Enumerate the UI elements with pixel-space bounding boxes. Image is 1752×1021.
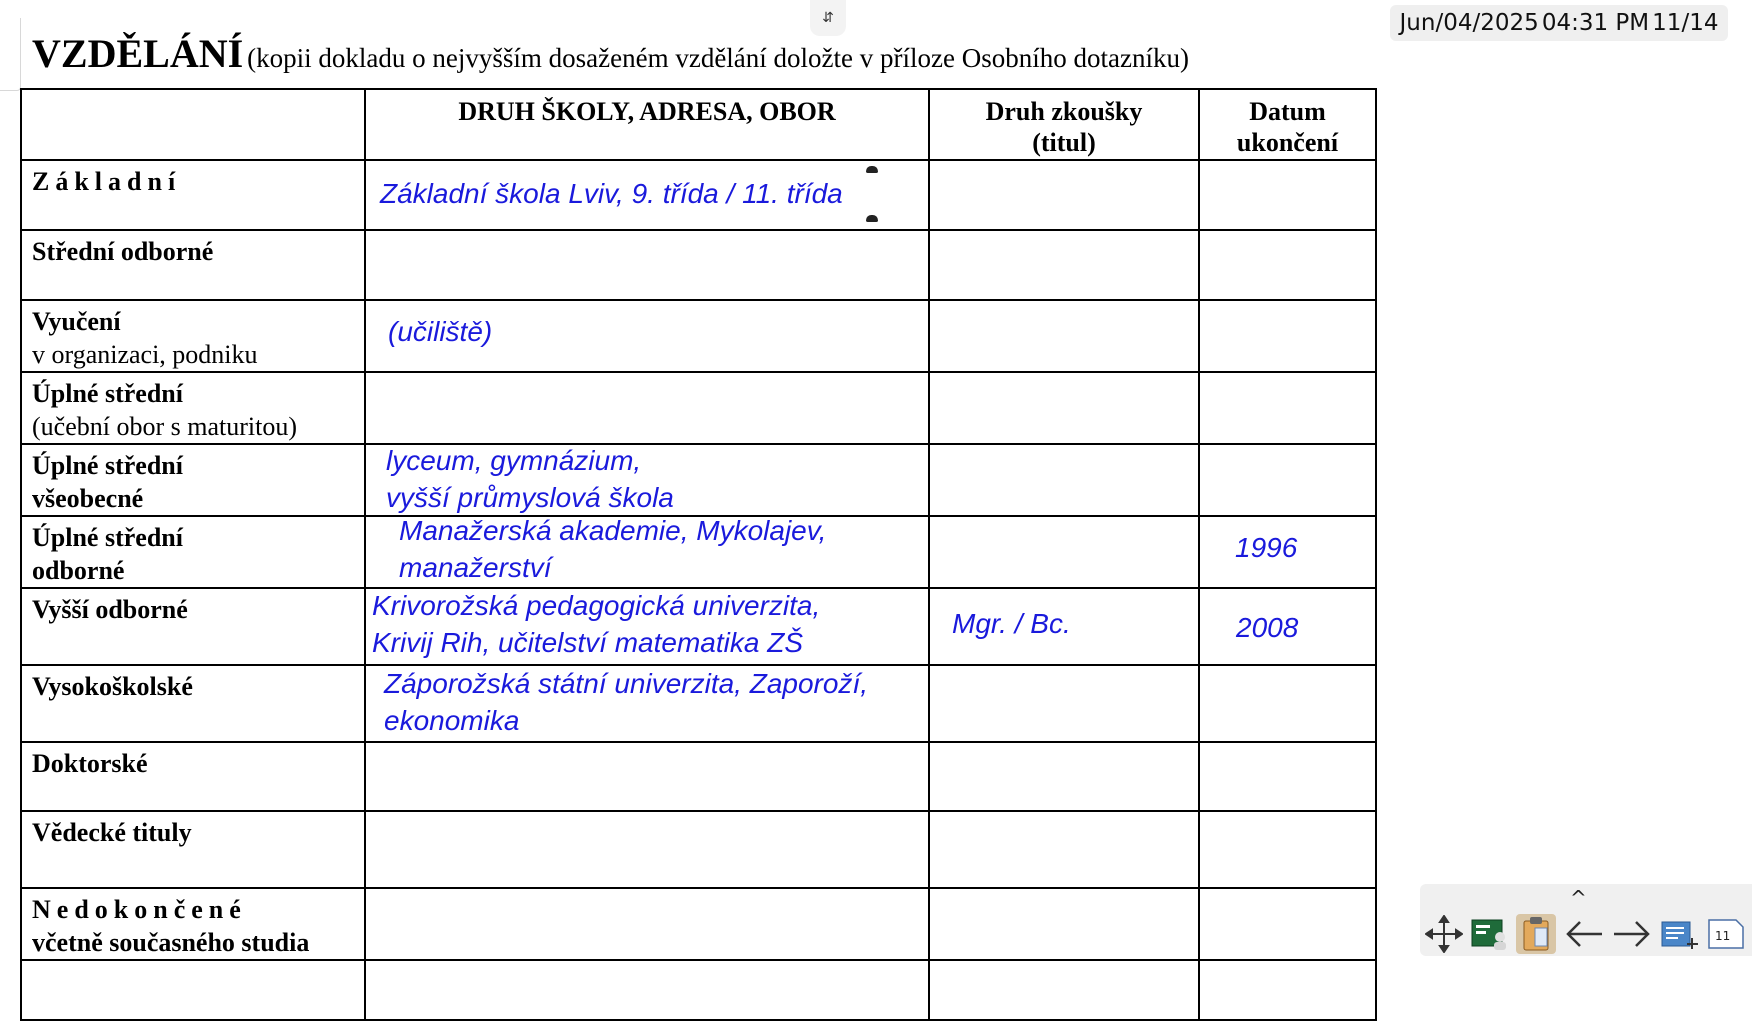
date-text[interactable]: 2008	[1236, 612, 1299, 643]
school-text[interactable]: Manažerská akademie, Mykolajev,	[399, 516, 827, 546]
row-label: Základní	[21, 160, 365, 230]
school-text[interactable]: vyšší průmyslová škola	[386, 482, 674, 513]
resize-handle-top[interactable]	[866, 166, 878, 173]
row-label: Úplné střední všeobecné	[21, 444, 365, 516]
move-icon[interactable]	[1424, 914, 1464, 954]
swap-vertical-icon[interactable]: ⇵	[810, 0, 846, 36]
row-label: Vyšší odborné	[21, 588, 365, 665]
exam-cell[interactable]	[929, 160, 1199, 230]
status-time: 04:31 PM	[1541, 10, 1650, 36]
row-label: Nedokončené včetně současného studia	[21, 888, 365, 960]
school-cell[interactable]	[365, 588, 929, 665]
table-row	[21, 742, 1376, 811]
status-bar	[1390, 5, 1728, 41]
date-cell[interactable]	[1199, 665, 1376, 742]
school-text[interactable]: (učiliště)	[388, 316, 493, 347]
presentation-icon[interactable]	[1470, 914, 1510, 954]
date-cell[interactable]	[1199, 588, 1376, 665]
school-cell[interactable]	[365, 230, 929, 300]
arrow-right-icon[interactable]	[1612, 914, 1652, 954]
table-row	[21, 300, 1376, 372]
exam-cell[interactable]	[929, 665, 1199, 742]
row-label	[21, 960, 365, 1020]
exam-cell[interactable]	[929, 230, 1199, 300]
page-edge	[0, 18, 21, 91]
date-cell[interactable]	[1199, 372, 1376, 444]
table-row	[21, 960, 1376, 1020]
row-label: Vědecké tituly	[21, 811, 365, 888]
date-cell[interactable]	[1199, 960, 1376, 1020]
row-label: Střední odborné	[21, 230, 365, 300]
exam-cell[interactable]	[929, 372, 1199, 444]
header-date: Datum ukončení	[1199, 89, 1376, 160]
school-cell[interactable]	[365, 160, 929, 230]
school-cell[interactable]	[365, 742, 929, 811]
header-exam: Druh zkoušky (titul)	[929, 89, 1199, 160]
exam-text[interactable]: Mgr. / Bc.	[952, 608, 1071, 639]
header-school: DRUH ŠKOLY, ADRESA, OBOR	[365, 89, 929, 160]
date-cell[interactable]	[1199, 230, 1376, 300]
date-cell[interactable]	[1199, 811, 1376, 888]
table-row	[21, 160, 1376, 230]
table-row	[21, 444, 1376, 516]
education-table	[20, 88, 1377, 1021]
school-text[interactable]: Základní škola Lviv, 9. třída / 11. třída	[380, 178, 843, 209]
row-label: Doktorské	[21, 742, 365, 811]
school-cell[interactable]	[365, 960, 929, 1020]
date-cell[interactable]	[1199, 742, 1376, 811]
date-cell[interactable]	[1199, 888, 1376, 960]
status-page: 11/14	[1652, 10, 1719, 36]
row-label: Vysokoškolské	[21, 665, 365, 742]
date-cell[interactable]	[1199, 444, 1376, 516]
exam-cell[interactable]	[929, 888, 1199, 960]
page-badge: 11	[1715, 929, 1731, 943]
header-blank	[21, 89, 365, 160]
bottom-toolbar	[1420, 884, 1752, 956]
status-date: Jun/04/2025	[1399, 10, 1539, 36]
section-title: VZDĚLÁNÍ	[32, 31, 244, 76]
date-text[interactable]: 1996	[1235, 532, 1298, 563]
school-text[interactable]: lyceum, gymnázium,	[386, 445, 642, 476]
row-label: Vyučení v organizaci, podniku	[21, 300, 365, 372]
exam-cell[interactable]	[929, 444, 1199, 516]
school-cell[interactable]	[365, 888, 929, 960]
table-row	[21, 811, 1376, 888]
table-row	[21, 888, 1376, 960]
table-row	[21, 372, 1376, 444]
school-cell[interactable]	[365, 811, 929, 888]
date-cell[interactable]	[1199, 516, 1376, 588]
school-cell[interactable]	[365, 516, 929, 588]
chevron-up-icon[interactable]: ^	[1570, 886, 1587, 910]
page-thumbnail-icon[interactable]	[1706, 914, 1746, 954]
school-cell[interactable]	[365, 300, 929, 372]
date-cell[interactable]	[1199, 300, 1376, 372]
exam-cell[interactable]	[929, 516, 1199, 588]
school-cell[interactable]	[365, 372, 929, 444]
exam-cell[interactable]	[929, 588, 1199, 665]
school-text[interactable]: Krivorožská pedagogická univerzita,	[372, 590, 821, 621]
school-text[interactable]: Záporožská státní univerzita, Zaporoží,	[384, 668, 868, 699]
table-row	[21, 516, 1376, 588]
school-text[interactable]: ekonomika	[384, 705, 520, 736]
exam-cell[interactable]	[929, 742, 1199, 811]
header-row	[21, 89, 1376, 160]
arrow-left-icon[interactable]	[1564, 914, 1604, 954]
add-page-icon[interactable]	[1660, 914, 1700, 954]
resize-handle-bottom[interactable]	[866, 215, 878, 222]
school-text[interactable]: Krivij Rih, učitelství matematika ZŠ	[372, 627, 803, 658]
exam-cell[interactable]	[929, 960, 1199, 1020]
school-text[interactable]: manažerství	[399, 552, 552, 583]
section-note: (kopii dokladu o nejvyšším dosaženém vzdělání doložte v příloze Osobního dotazníku)	[247, 43, 1189, 73]
row-label: Úplné střední odborné	[21, 516, 365, 588]
school-cell[interactable]	[365, 665, 929, 742]
exam-cell[interactable]	[929, 300, 1199, 372]
clipboard-icon[interactable]	[1516, 914, 1556, 954]
table-row	[21, 588, 1376, 665]
table-row	[21, 665, 1376, 742]
exam-cell[interactable]	[929, 811, 1199, 888]
date-cell[interactable]	[1199, 160, 1376, 230]
school-cell[interactable]	[365, 444, 929, 516]
table-row	[21, 230, 1376, 300]
row-label: Úplné střední (učební obor s maturitou)	[21, 372, 365, 444]
section-heading	[32, 30, 1189, 77]
